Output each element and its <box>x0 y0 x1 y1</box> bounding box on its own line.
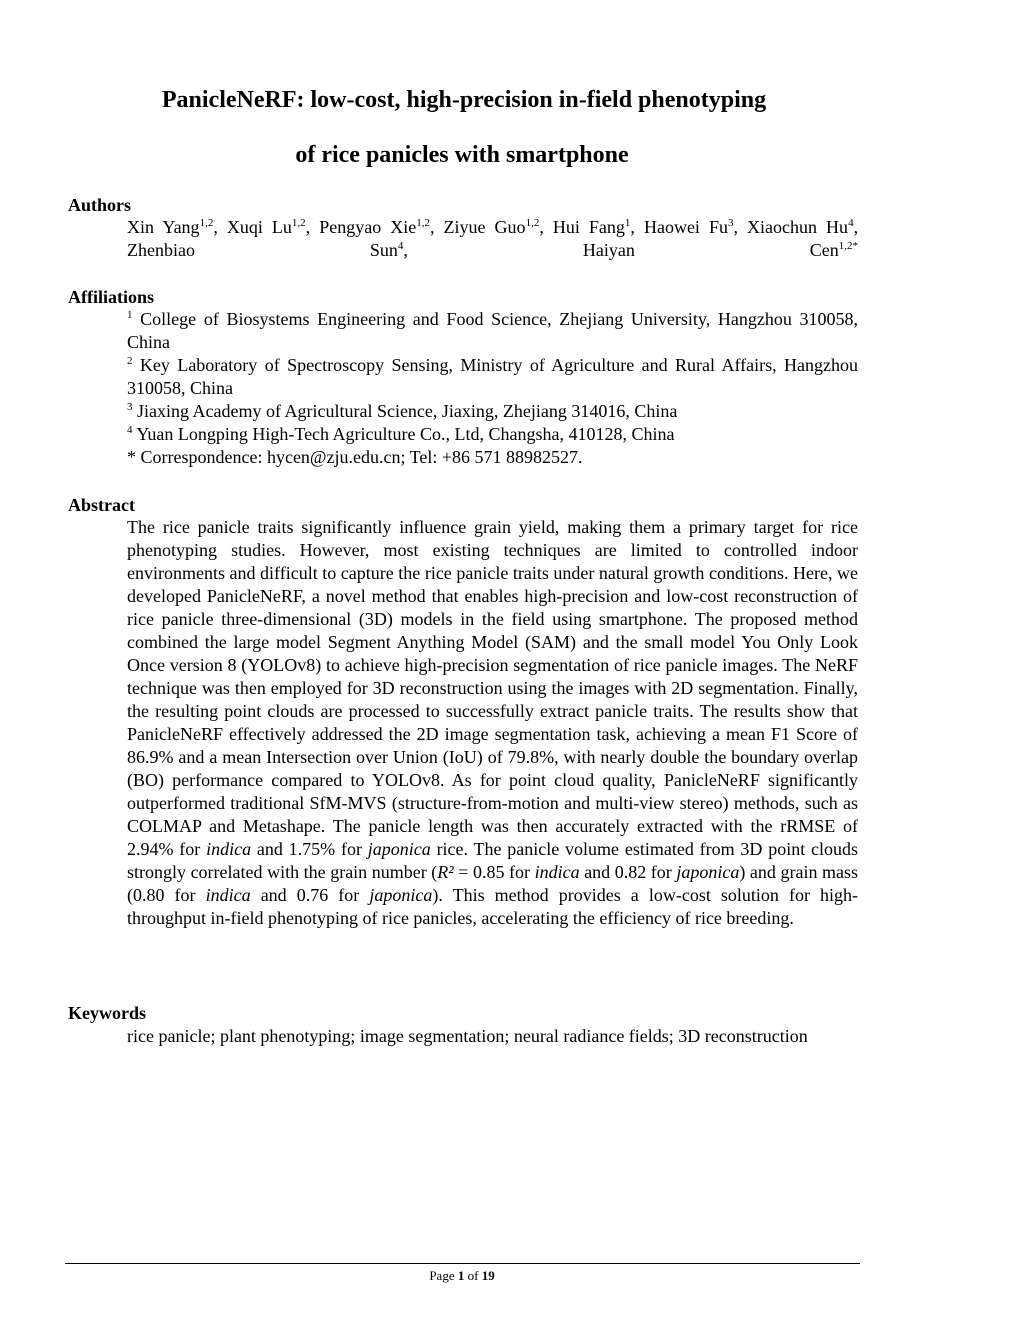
affiliation-text: Key Laboratory of Spectroscopy Sensing, Ministry of Agriculture and Rural Affairs, Hangzhou 310058, China <box>127 355 858 398</box>
author-affiliation-sup: 4 <box>848 217 854 229</box>
affiliation-number: 2 <box>127 355 133 367</box>
abstract-italic-term: japonica <box>676 862 740 882</box>
author-affiliation-sup: 1,2 <box>416 217 430 229</box>
affiliation-item <box>127 354 858 400</box>
r-squared-symbol: R² <box>437 862 454 882</box>
paper-title-line-2: of rice panicles with smartphone <box>295 142 629 168</box>
affiliation-text: Yuan Longping High-Tech Agriculture Co., Ltd, Changsha, 410128, China <box>136 424 675 444</box>
author-name: Ziyue Guo <box>443 217 526 237</box>
abstract-text: and 1.75% for <box>251 839 368 859</box>
author-name: Hui Fang <box>552 217 625 237</box>
keywords-heading: Keywords <box>68 1003 146 1023</box>
affiliation-text: College of Biosystems Engineering and Food Science, Zhejiang University, Hangzhou 310058, China <box>127 309 858 352</box>
authors-heading: Authors <box>68 195 132 215</box>
affiliations-list <box>127 308 858 469</box>
affiliation-number: 4 <box>127 424 133 436</box>
abstract-italic-term: indica <box>206 839 252 859</box>
abstract-text: and 0.76 for <box>250 885 370 905</box>
correspondence-line: * Correspondence: hycen@zju.edu.cn; Tel: +86 571 88982527. <box>127 447 583 467</box>
page-footer <box>0 1268 924 1284</box>
abstract-heading: Abstract <box>68 495 135 515</box>
paper-title-line-1: PanicleNeRF: low-cost, high-precision in-field phenotyping <box>161 87 767 113</box>
author-affiliation-sup: 1,2* <box>838 240 858 252</box>
author-affiliation-sup: 1 <box>624 217 631 229</box>
page-of: of <box>464 1268 482 1283</box>
abstract-text: ). This method provides a low-cost solution for high-throughput in-field phenotyping of rice panicles, accelerating the efficiency of rice breeding. <box>127 885 859 928</box>
page-label: Page <box>429 1268 458 1283</box>
author-affiliation-sup: 1,2 <box>525 217 540 229</box>
abstract-text: and 0.82 for <box>579 862 677 882</box>
affiliation-item <box>127 423 858 446</box>
author-name: Zhenbiao Sun <box>127 240 398 260</box>
author-name: Haowei Fu <box>643 217 728 237</box>
abstract-body <box>127 516 858 930</box>
page-current: 1 <box>457 1268 465 1283</box>
abstract-italic-term: japonica <box>367 839 431 859</box>
abstract-text: rice. The panicle volume estimated from 3D point clouds strongly correlated with the grain number ( <box>127 839 859 882</box>
abstract-italic-term: indica <box>534 862 580 882</box>
page-total: 19 <box>481 1268 495 1283</box>
affiliation-item <box>127 400 858 423</box>
abstract-text: = 0.85 for <box>453 862 535 882</box>
footer-rule <box>65 1263 860 1264</box>
authors-list <box>127 216 858 262</box>
author-name: Pengyao Xie <box>319 217 417 237</box>
affiliations-heading: Affiliations <box>68 287 155 307</box>
affiliation-text: Jiaxing Academy of Agricultural Science, Jiaxing, Zhejiang 314016, China <box>137 401 678 421</box>
author-name: Xuqi Lu <box>226 217 292 237</box>
author-name: Xiaochun Hu <box>747 217 849 237</box>
author-affiliation-sup: 1,2 <box>291 217 306 229</box>
affiliation-number: 3 <box>127 401 133 413</box>
author-affiliation-sup: 1,2 <box>199 217 214 229</box>
abstract-text: The rice panicle traits significantly influence grain yield, making them a primary target for rice phenotyping studies. However, most existing techniques are limited to controlled indoor environments and difficult to capture the rice panicle traits under natural growth conditions. Here, we developed PanicleNeRF, a novel method that enables high-precision and low-cost reconstruction of rice panicle three-dimensional (3D) models in the field using smartphone. The proposed method combined the large model Segment Anything Model (SAM) and the small model You Only Look Once version 8 (YOLOv8) to achieve high-precision segmentation of rice panicle images. The NeRF technique was then employed for 3D reconstruction using the images with 2D segmentation. Finally, the resulting point clouds are processed to successfully extract panicle traits. The results show that PanicleNeRF effectively addressed the 2D image segmentation task, achieving a mean F1 Score of 86.9% and a mean Intersection over Union (IoU) of 79.8%, with nearly double the boundary overlap (BO) performance compared to YOLOv8. As for point cloud quality, PanicleNeRF significantly outperformed traditional SfM-MVS (structure-from-motion and multi-view stereo) methods, such as COLMAP and Metashape. The panicle length was then accurately extracted with the rRMSE of 2.94% for <box>127 517 858 859</box>
keywords-text: rice panicle; plant phenotyping; image segmentation; neural radiance fields; 3D reconstruction <box>127 1026 808 1046</box>
author-name: Xin Yang <box>127 217 200 237</box>
affiliation-item <box>127 308 858 354</box>
author-affiliation-sup: 3 <box>727 217 734 229</box>
author-name: Haiyan Cen <box>582 240 839 260</box>
author-affiliation-sup: 4 <box>397 240 404 252</box>
affiliation-number: 1 <box>127 309 133 321</box>
abstract-italic-term: indica <box>205 885 251 905</box>
abstract-text: ) and grain mass (0.80 for <box>127 862 859 905</box>
authors-line-1: Xin Yang$^{1,2}$, Xuqi Lu$^{1,2}$, Pengyao Xie$^{1,2}$, Ziyue Guo$^{1,2}$, Hui Fang$^1$, Haowei Fu$^3$, Xiaochun Hu$^4$, Zhenbiao Sun$^4$, Haiyan Cen$^{1,2*}$ <box>127 217 859 260</box>
abstract-italic-term: japonica <box>369 885 433 905</box>
